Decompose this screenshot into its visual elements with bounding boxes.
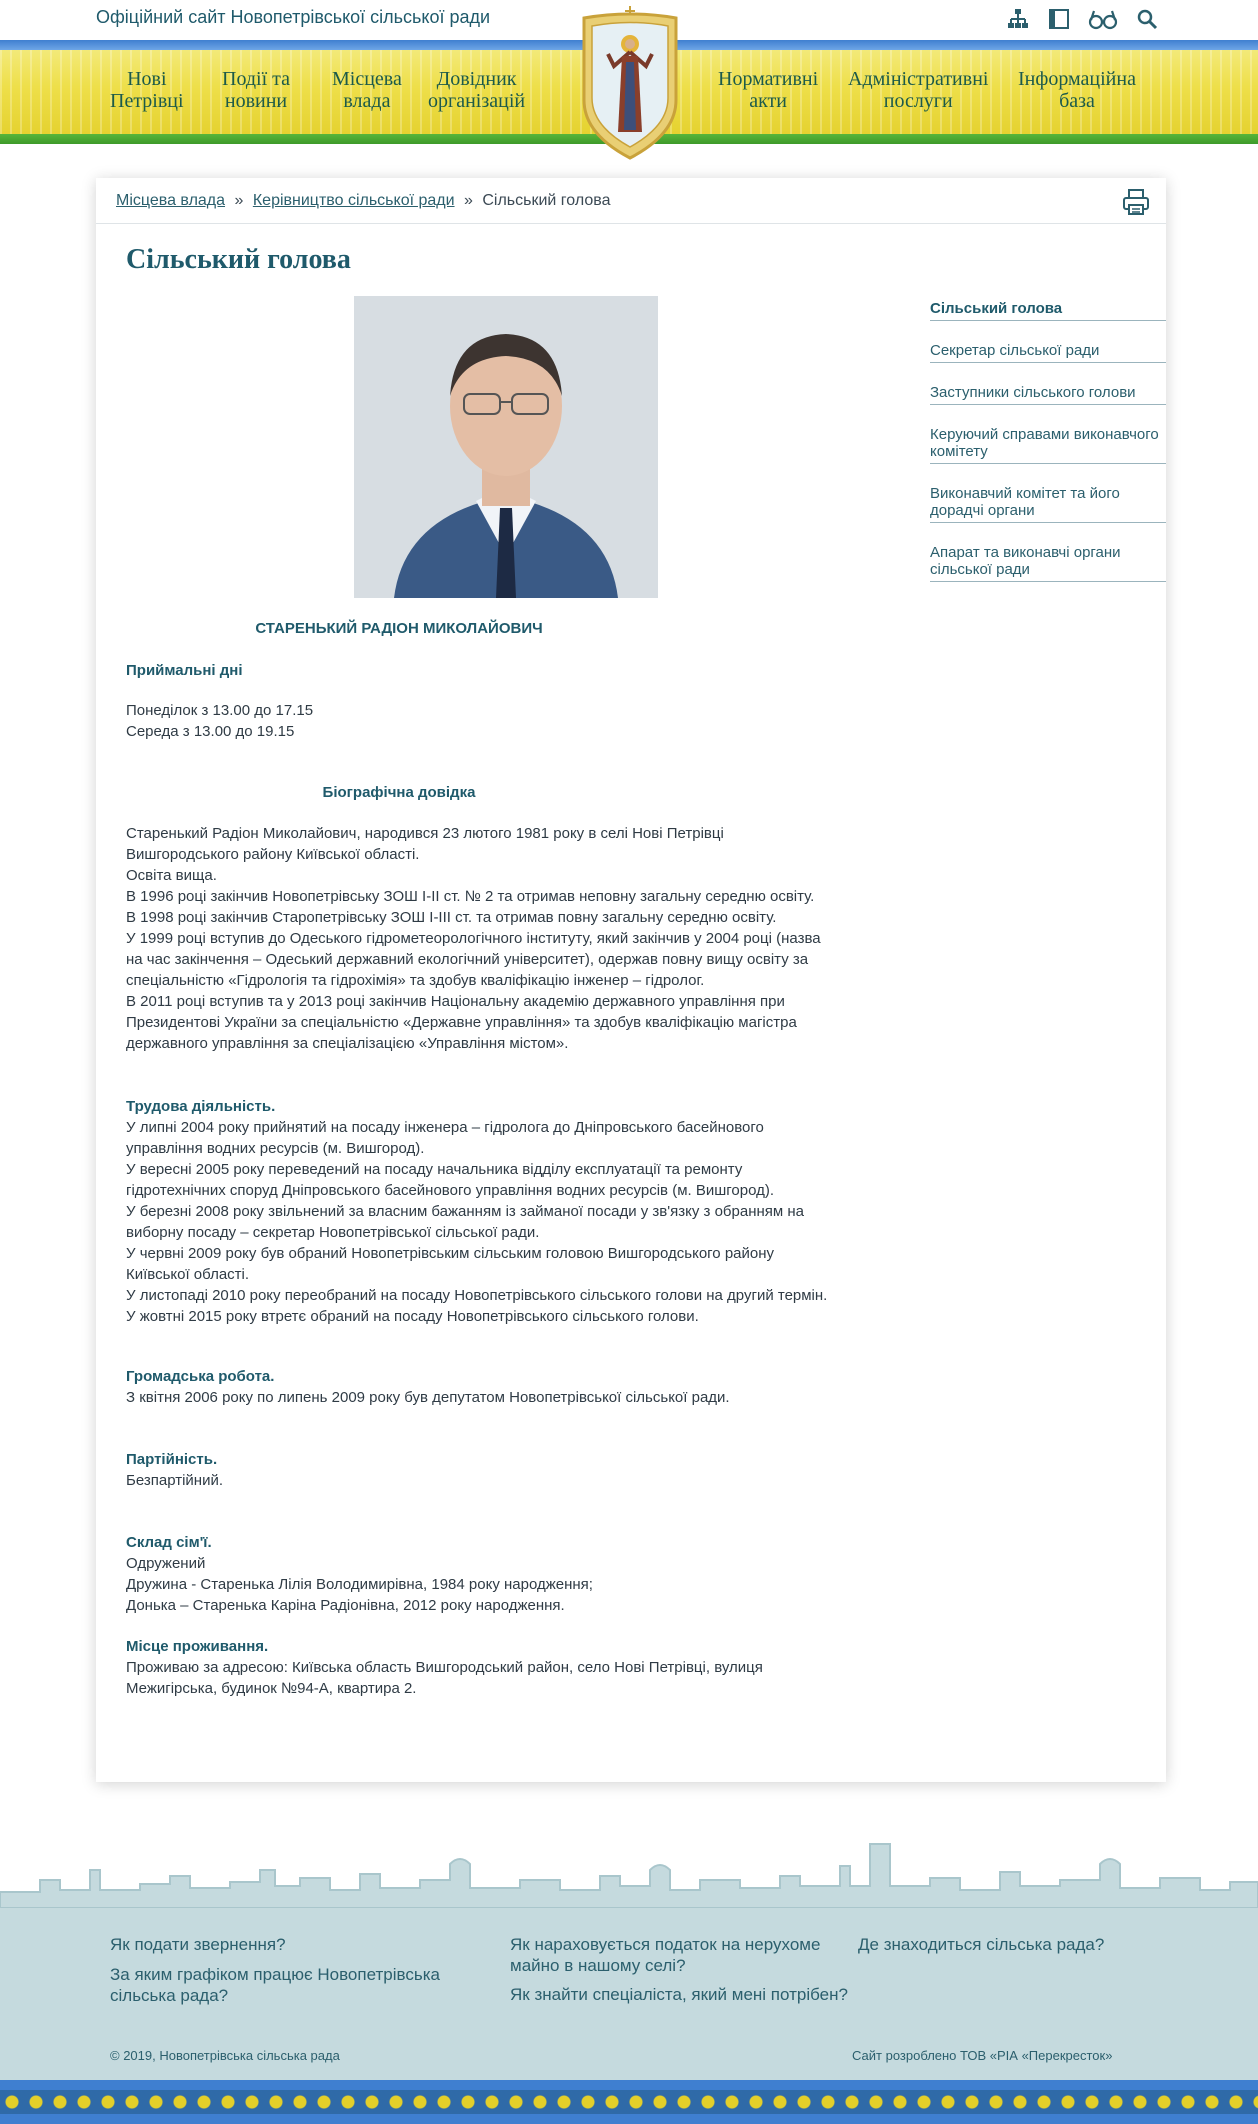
page-title: Сільський голова [126, 244, 351, 275]
civic-text: З квітня 2006 року по липень 2009 року був депутатом Новопетрівської сільської ради. [126, 1389, 730, 1406]
breadcrumb-current: Сільський голова [482, 192, 611, 209]
bio-text: Старенький Радіон Миколайович, народився 23 лютого 1981 року в селі Нові Петрівці Вишгородського району Київської області. Освіта вища. В 1996 році закінчив Новопетрівську ЗОШ І-ІІ ст. № 2 та отримав неповну загальну середню освіту. В 1998 році закінчив Старопетрівську ЗОШ І-ІІІ ст. та отримав повну загальну середню освіту. У 1999 році вступив до Одеського гідрометеорологічного інституту, який закінчив у 2004 році (назва на час закінчення – Одеський державний екологічний університет), одержав повну вищу освіту за спеціальністю «Гідрологія та гідрохімія» та здобув кваліфікацію інженер – гідролог. В 2011 році вступив та у 2013 році закінчив Національну академію державного управління при Президентові України за спеціальністю «Державне управління» та здобув кваліфікацію магістра державного управління за спеціалізацією «Управління містом». [126, 825, 821, 1052]
village-skyline-decoration [0, 1840, 1258, 1908]
nav-item-local-government[interactable]: Місцева влада [332, 68, 402, 112]
sidebar-item-executive-manager[interactable]: Керуючий справами виконавчого комітету [930, 422, 1166, 464]
sidebar-item-secretary[interactable]: Секретар сільської ради [930, 338, 1166, 363]
person-name: СТАРЕНЬКИЙ РАДІОН МИКОЛАЙОВИЧ [255, 620, 543, 637]
site-footer [0, 1908, 1258, 2080]
search-icon[interactable] [1135, 7, 1159, 31]
breadcrumb-local-government[interactable]: Місцева влада [116, 192, 226, 209]
sidebar-item-head[interactable]: Сільський голова [930, 296, 1166, 321]
head-portrait-photo [354, 296, 658, 598]
layout-icon[interactable] [1047, 7, 1071, 31]
accessibility-glasses-icon[interactable] [1088, 7, 1118, 31]
footer-link-property-tax[interactable]: Як нараховується податок на нерухоме майно в нашому селі? [510, 1935, 821, 1975]
sidebar-item-executive-committee[interactable]: Виконавчий комітет та його дорадчі органи [930, 481, 1166, 523]
work-heading: Трудова діяльність. [126, 1098, 276, 1115]
family-heading: Склад сім'ї. [126, 1534, 212, 1551]
sidebar-item-apparatus[interactable]: Апарат та виконавчі органи сільської ради [930, 540, 1166, 582]
nav-item-admin-services[interactable]: Адміністративні послуги [848, 68, 989, 112]
copyright: © 2019, Новопетрівська сільська рада [110, 2048, 340, 2063]
nav-item-directory[interactable]: Довідник організацій [428, 68, 526, 112]
reception-day: Середа з 13.00 до 19.15 [126, 723, 295, 740]
reception-day: Понеділок з 13.00 до 17.15 [126, 702, 314, 719]
bio-heading: Біографічна довідка [322, 784, 476, 801]
residence-heading: Місце проживання. [126, 1638, 269, 1655]
top-icons [1006, 7, 1159, 31]
village-emblem-logo[interactable] [578, 4, 682, 162]
party-text: Безпартійний. [126, 1472, 224, 1489]
nav-item-regulations[interactable]: Нормативні акти [718, 68, 819, 112]
print-icon[interactable] [1122, 188, 1150, 216]
footer-link-appeal[interactable]: Як подати звернення? [110, 1935, 286, 1954]
party-heading: Партійність. [126, 1451, 218, 1468]
breadcrumb-separator: » [234, 192, 244, 209]
reception-heading: Приймальні дні [126, 662, 243, 679]
embroidery-ornament-border [0, 2080, 1258, 2124]
breadcrumb-council-leadership[interactable]: Керівництво сільської ради [252, 192, 455, 209]
breadcrumb-separator: » [464, 192, 473, 209]
sidebar-item-deputies[interactable]: Заступники сільського голови [930, 380, 1166, 405]
nav-item-info-base[interactable]: Інформаційна база [1018, 68, 1136, 112]
nav-item-news[interactable]: Події та новини [222, 68, 291, 112]
residence-text: Проживаю за адресою: Київська область Вишгородський район, село Нові Петрівці, вулиця Межигірська, будинок №94-А, квартира 2. [126, 1659, 763, 1697]
family-text: Одружений Дружина - Старенька Лілія Володимирівна, 1984 року народження; Донька – Старенька Каріна Радіонівна, 2012 року народження. [126, 1555, 593, 1614]
breadcrumb [116, 192, 610, 210]
sitemap-icon[interactable] [1006, 7, 1030, 31]
content-card [96, 178, 1166, 1782]
site-name: Офіційний сайт Новопетрівської сільської ради [96, 7, 491, 27]
footer-link-council-location[interactable]: Де знаходиться сільська рада? [858, 1935, 1105, 1954]
civic-heading: Громадська робота. [126, 1368, 275, 1385]
footer-link-find-specialist[interactable]: Як знайти спеціаліста, який мені потрібен? [510, 1985, 848, 2004]
developer-credit[interactable]: Сайт розроблено ТОВ «РІА «Перекресток» [852, 2048, 1113, 2063]
work-text: У липні 2004 року прийнятий на посаду інженера – гідролога до Дніпровського басейнового управління водних ресурсів (м. Вишгород). У вересні 2005 року переведений на посаду начальника відділу експлуатації та ремонту гідротехнічних споруд Дніпровського басейнового управління водних ресурсів (м. Вишгород). У березні 2008 року звільнений за власним бажанням із займаної посади у зв'язку з обранням на виборну посаду – секретар Новопетрівської сільської ради. У червні 2009 року був обраний Новопетрівським сільським головою Вишгородського району Київської області. У листопаді 2010 року переобраний на посаду Новопетрівського сільського голови на другий термін. У жовтні 2015 року втретє обраний на посаду Новопетрівського сільського голови. [126, 1119, 828, 1325]
breadcrumb-divider [96, 223, 1166, 224]
nav-item-novi-petrivtsi[interactable]: Нові Петрівці [110, 68, 184, 112]
footer-link-schedule[interactable]: За яким графіком працює Новопетрівська сільська рада? [110, 1965, 440, 2005]
sidebar-menu [930, 296, 1166, 599]
